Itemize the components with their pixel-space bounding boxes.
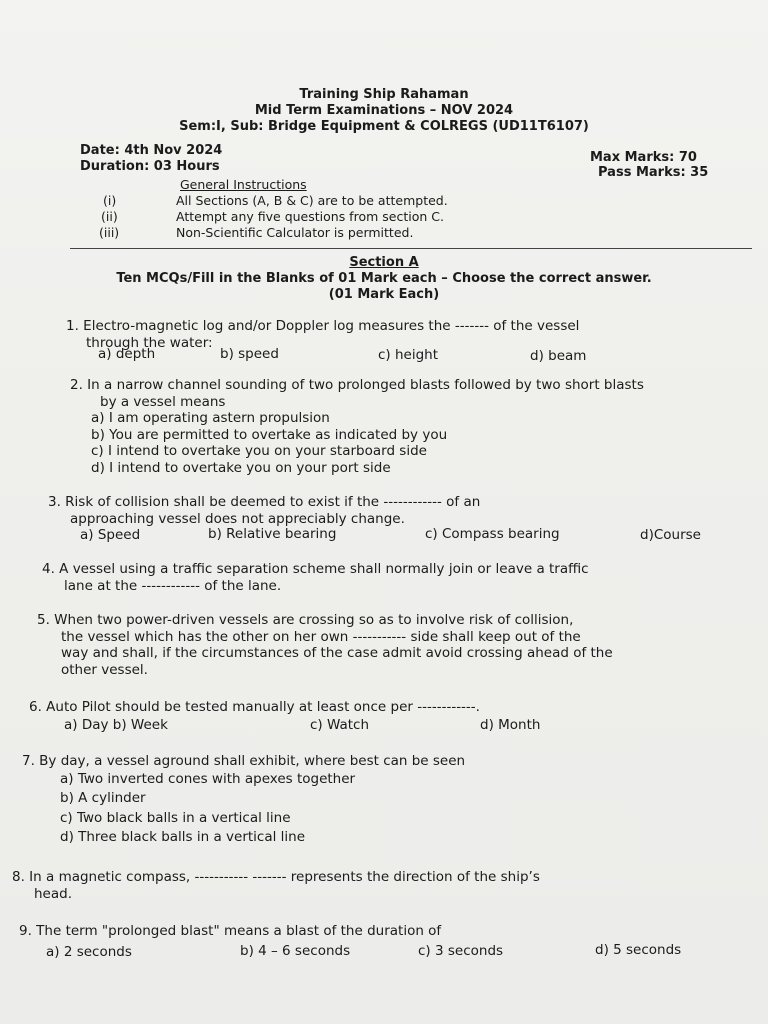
question-7 <box>22 753 465 848</box>
option-c: c) Compass bearing <box>425 526 560 542</box>
question-4 <box>42 561 589 594</box>
question-text: 7. By day, a vessel aground shall exhibit, where best can be seen <box>22 753 466 769</box>
option-c: c) 3 seconds <box>418 943 504 959</box>
instruction-text: All Sections (A, B & C) are to be attempted. <box>176 193 448 208</box>
question-text: lane at the ------------ of the lane. <box>64 577 282 594</box>
option-b: b) A cylinder <box>60 790 146 806</box>
max-marks: Max Marks: 70 <box>590 150 697 165</box>
option-b: b) 4 – 6 seconds <box>240 943 351 959</box>
instruction-text: Attempt any five questions from section C. <box>176 209 444 224</box>
option-d: d) 5 seconds <box>595 942 682 958</box>
option-c: c) height <box>378 347 439 363</box>
option-d: d) I intend to overtake you on your port side <box>91 459 391 476</box>
option-b: b) Relative bearing <box>208 526 337 542</box>
instruction-num: (iii) <box>99 225 120 240</box>
option-b: b) You are permitted to overtake as indicated by you <box>91 426 448 443</box>
question-5 <box>37 612 613 678</box>
question-text: 2. In a narrow channel sounding of two prolonged blasts followed by two short blasts <box>70 377 644 393</box>
instruction-num: (ii) <box>101 209 118 224</box>
instructions-title: General Instructions <box>180 177 307 192</box>
option-d: d) Three black balls in a vertical line <box>60 829 306 845</box>
question-text: by a vessel means <box>100 393 226 410</box>
exam-title: Mid Term Examinations – NOV 2024 <box>254 103 514 118</box>
question-text: way and shall, if the circumstances of the case admit avoid crossing ahead of the <box>61 645 613 661</box>
question-text: 3. Risk of collision shall be deemed to exist if the ------------ of an <box>48 494 481 510</box>
section-subtitle: Ten MCQs/Fill in the Blanks of 01 Mark each – Choose the correct answer. <box>116 271 652 286</box>
option-d: d) beam <box>530 348 587 364</box>
instruction-text: Non-Scientific Calculator is permitted. <box>176 225 414 240</box>
exam-date: Date: 4th Nov 2024 <box>80 143 223 158</box>
option-a: a) Speed <box>80 527 141 543</box>
question-text: 5. When two power-driven vessels are crossing so as to involve risk of collision, <box>37 612 574 628</box>
question-3 <box>48 494 480 527</box>
section-title: Section A <box>349 255 419 270</box>
question-text: 6. Auto Pilot should be tested manually at least once per ------------. <box>29 699 480 715</box>
exam-duration: Duration: 03 Hours <box>80 159 220 174</box>
divider <box>70 248 752 249</box>
section-marks: (01 Mark Each) <box>328 287 440 302</box>
question-text: 1. Electro-magnetic log and/or Doppler log measures the ------- of the vessel <box>66 318 580 334</box>
question-9 <box>19 923 441 940</box>
institute-name: Training Ship Rahaman <box>299 87 469 102</box>
question-text: the vessel which has the other on her own ----------- side shall keep out of the <box>61 628 581 645</box>
question-text: 4. A vessel using a traffic separation scheme shall normally join or leave a traffic <box>42 561 589 577</box>
option-a: a) Two inverted cones with apexes together <box>60 770 356 787</box>
question-text: through the water: <box>86 334 213 351</box>
question-2 <box>70 377 644 476</box>
option-a: a) 2 seconds <box>46 944 132 960</box>
option-b: b) speed <box>220 346 279 362</box>
question-6 <box>29 699 480 716</box>
question-text: 8. In a magnetic compass, ----------- ------- represents the direction of the ship’s <box>12 869 540 885</box>
option-c: c) Watch <box>310 717 370 733</box>
question-8 <box>12 869 540 902</box>
question-text: 9. The term "prolonged blast" means a blast of the duration of <box>19 923 442 939</box>
instruction-num: (i) <box>103 193 117 208</box>
question-text: other vessel. <box>61 661 148 678</box>
question-text: approaching vessel does not appreciably change. <box>70 510 405 527</box>
option-c: c) Two black balls in a vertical line <box>60 809 291 826</box>
option-d: d) Month <box>480 717 541 733</box>
option-a: a) depth <box>98 346 156 362</box>
option-a: a) I am operating astern propulsion <box>91 410 330 426</box>
option-a-b: a) Day b) Week <box>64 717 168 733</box>
pass-marks: Pass Marks: 35 <box>598 165 709 180</box>
subject-line: Sem:I, Sub: Bridge Equipment & COLREGS (UD11T6107) <box>179 119 589 134</box>
option-d: d)Course <box>640 527 701 543</box>
question-text: head. <box>34 885 72 902</box>
option-c: c) I intend to overtake you on your starboard side <box>91 443 427 459</box>
